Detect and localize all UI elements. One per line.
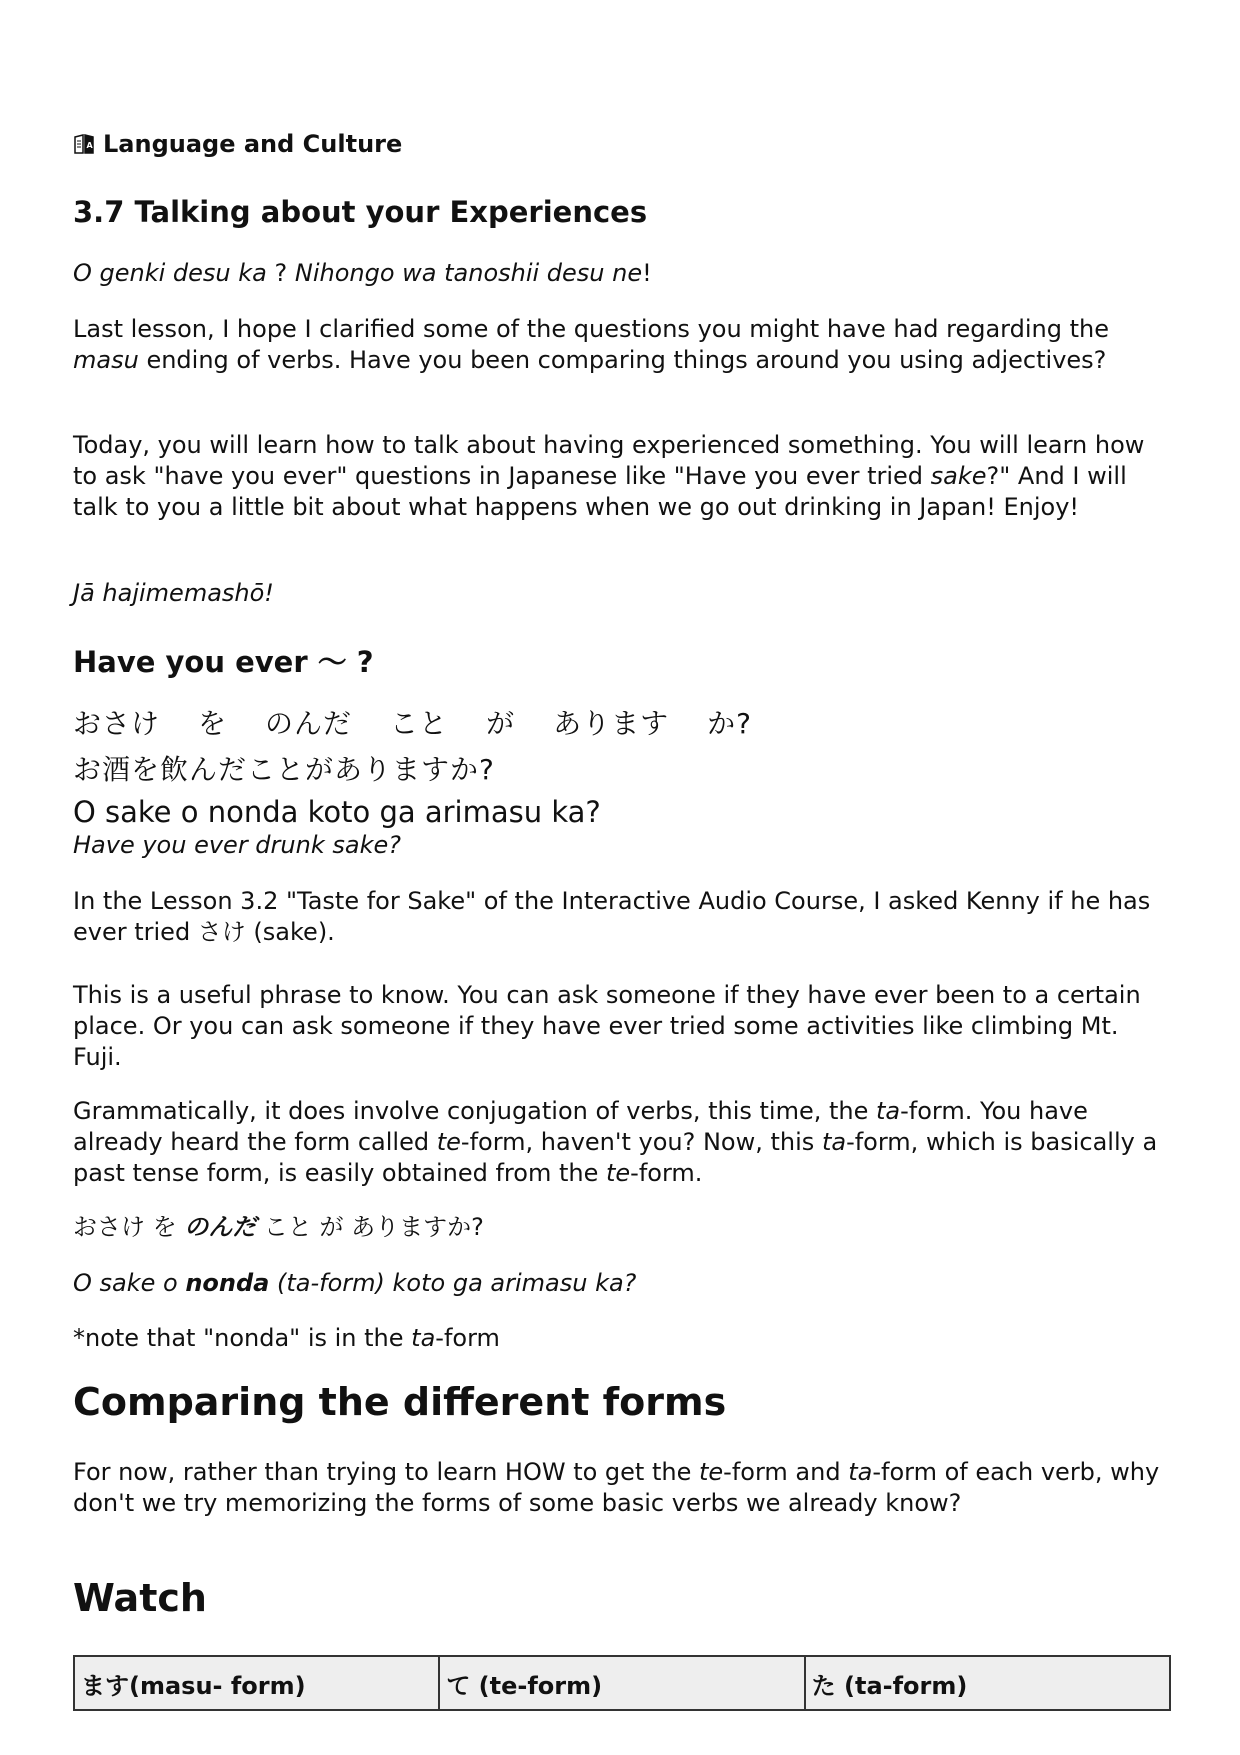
para5-e: -form. — [630, 1159, 703, 1187]
jp-word: が — [486, 707, 516, 740]
example-romaji-a: O sake o — [73, 1269, 186, 1297]
para6-b: -form and — [723, 1458, 849, 1486]
para6-te: te — [698, 1458, 724, 1486]
paragraph-today — [73, 430, 1173, 523]
note-b: -form — [435, 1324, 500, 1352]
paragraph-useful: This is a useful phrase to know. You can ask someone if they have ever been to a certain place. Or you can ask someone if they have ever tried some activities like climbing Mt. Fuji. — [73, 981, 1141, 1071]
paragraph-grammar — [73, 1096, 1173, 1189]
para1-a: Last lesson, I hope I clarified some of the questions you might have had regarding the — [73, 315, 1109, 343]
para2-b: ?" And I will talk to you a little bit about what happens when we go out drinking in Japan! Enjoy! — [73, 462, 1127, 521]
para1-masu: masu — [73, 346, 139, 374]
para1-b: ending of verbs. Have you been comparing things around you using adjectives? — [138, 346, 1107, 374]
paragraph-for-now — [73, 1457, 1173, 1519]
jp-sentence-spaced — [73, 702, 790, 742]
romaji-sentence: O sake o nonda koto ga arimasu ka? — [73, 795, 601, 829]
jp-word: こと — [390, 707, 449, 740]
greeting-part2: Nihongo wa tanoshii desu ne — [294, 259, 643, 287]
translation: Have you ever drunk sake? — [73, 831, 401, 859]
table-header-te: て (te-form) — [439, 1656, 804, 1710]
example-romaji-b: (ta-form) koto ga arimasu ka? — [269, 1269, 637, 1297]
verb-forms-table — [73, 1655, 1171, 1711]
have-you-ever-heading: Have you ever ～ ? — [73, 645, 374, 679]
example-romaji-bold: nonda — [185, 1269, 270, 1297]
watch-heading: Watch — [73, 1576, 207, 1620]
section-label — [73, 130, 402, 158]
note-ta: ta — [411, 1324, 436, 1352]
table-header-row — [74, 1656, 1170, 1710]
table-header-ta: た (ta-form) — [805, 1656, 1170, 1710]
jp-word: か? — [707, 707, 752, 740]
example-jp — [73, 1212, 1173, 1243]
paragraph-intro — [73, 314, 1173, 376]
greeting — [73, 258, 1173, 289]
para5-a: Grammatically, it does involve conjugation of verbs, this time, the — [73, 1097, 876, 1125]
para6-c: -form of each verb, why don't we try memorizing the forms of some basic verbs we already know? — [73, 1458, 1160, 1517]
jp-word: おさけ — [73, 707, 161, 740]
comparing-heading: Comparing the different forms — [73, 1380, 727, 1424]
example-jp-a: おさけ を — [73, 1213, 185, 1241]
paragraph-lesson-ref: In the Lesson 3.2 "Taste for Sake" of the Interactive Audio Course, I asked Kenny if he has ever tried さけ (sake). — [73, 887, 1151, 946]
para2-a: Today, you will learn how to talk about having experienced something. You will learn how to ask "have you ever" questions in Japanese like "Have you ever tried — [73, 431, 1145, 490]
example-jp-b: こと が ありますか? — [256, 1213, 484, 1241]
para5-ta: ta — [876, 1097, 901, 1125]
greeting-sep: ? — [266, 259, 295, 287]
para6-ta: ta — [848, 1458, 873, 1486]
jp-word: を — [198, 707, 228, 740]
note — [73, 1323, 1173, 1354]
table-header-masu: ます(masu- form) — [74, 1656, 439, 1710]
para6-a: For now, rather than trying to learn HOW to get the — [73, 1458, 699, 1486]
lesson-title: 3.7 Talking about your Experiences — [73, 195, 648, 229]
para5-te2: te — [605, 1159, 631, 1187]
book-icon — [73, 133, 95, 155]
para5-ta2: ta — [821, 1128, 847, 1156]
example-jp-bold: のんだ — [184, 1213, 257, 1241]
svg-text:A: A — [86, 141, 93, 150]
para5-d: -form, which is basically a past tense form, is easily obtained from the — [73, 1128, 1158, 1187]
jp-word: あります — [553, 707, 670, 740]
para5-b: -form. You have already heard the form called — [73, 1097, 1088, 1156]
para5-c: -form, haven't you? Now, this — [460, 1128, 822, 1156]
jp-sentence-kanji: お酒を飲んだことがありますか? — [73, 753, 495, 786]
para2-sake: sake — [930, 462, 987, 490]
greeting-end: ! — [642, 259, 652, 287]
section-label-text: Language and Culture — [103, 130, 403, 158]
lets-begin: Jā hajimemashō! — [73, 579, 274, 607]
para5-te: te — [436, 1128, 461, 1156]
greeting-part1: O genki desu ka — [73, 259, 267, 287]
example-romaji — [73, 1268, 1173, 1299]
note-a: *note that "nonda" is in the — [73, 1324, 412, 1352]
jp-word: のんだ — [265, 707, 353, 740]
